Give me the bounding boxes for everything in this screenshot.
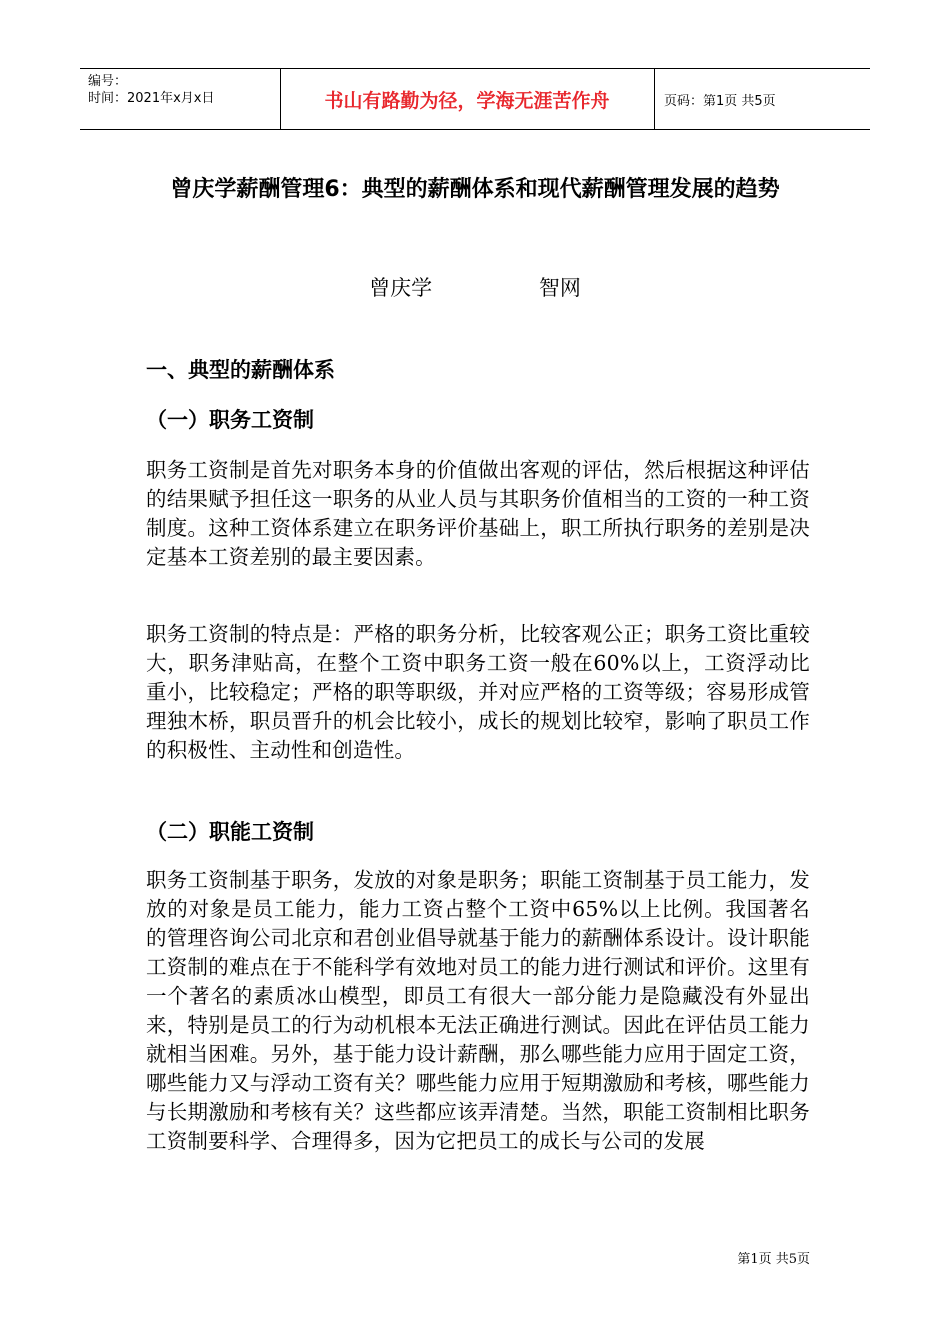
author-line <box>0 272 950 302</box>
number-label: 编号： <box>88 74 128 89</box>
subsection-heading: （一）职务工资制 <box>146 408 314 432</box>
header-divider <box>654 69 655 129</box>
time-label: 时间：2021年x月x日 <box>88 91 215 106</box>
section-heading: 一、典型的薪酬体系 <box>146 358 335 382</box>
paragraph: 职务工资制是首先对职务本身的价值做出客观的评估，然后根据这种评估的结果赋予担任这一职务的从业人员与其职务价值相当的工资的一种工资制度。这种工资体系建立在职务评价基础上，职工所执行职务的差别是决定基本工资差别的最主要因素。 <box>146 458 810 569</box>
author-name: 曾庆学 <box>369 276 433 300</box>
author-source: 智网 <box>538 276 581 300</box>
header-meta <box>88 73 214 107</box>
paragraph: 职务工资制基于职务，发放的对象是职务；职能工资制基于员工能力，发放的对象是员工能力，能力工资占整个工资中65%以上比例。我国著名的管理咨询公司北京和君创业倡导就基于能力的薪酬体系设计。设计职能工资制的难点在于不能科学有效地对员工的能力进行测试和评价。这里有一个著名的素质冰山模型，即员工有很大一部分能力是隐藏没有外显出来，特别是员工的行为动机根本无法正确进行测试。因此在评估员工能力就相当困难。另外，基于能力设计薪酬，那么哪些能力应用于固定工资，哪些能力又与浮动工资有关？哪些能力应用于短期激励和考核，哪些能力与长期激励和考核有关？这些都应该弄清楚。当然，职能工资制相比职务工资制要科学、合理得多，因为它把员工的成长与公司的发展 <box>146 868 810 1153</box>
header-table <box>80 68 870 130</box>
subsection-heading: （二）职能工资制 <box>146 820 314 844</box>
header-page-label: 页码：第1页 共5页 <box>664 93 776 109</box>
page-footer: 第1页 共5页 <box>737 1252 810 1267</box>
header-motto: 书山有路勤为径，学海无涯苦作舟 <box>324 89 610 112</box>
document-title: 曾庆学薪酬管理6：典型的薪酬体系和现代薪酬管理发展的趋势 <box>170 177 780 202</box>
paragraph: 职务工资制的特点是：严格的职务分析，比较客观公正；职务工资比重较大，职务津贴高，在整个工资中职务工资一般在60%以上，工资浮动比重小，比较稳定；严格的职等职级，并对应严格的工资等级；容易形成管理独木桥，职员晋升的机会比较小，成长的规划比较窄，影响了职员工作的积极性、主动性和创造性。 <box>146 622 810 762</box>
